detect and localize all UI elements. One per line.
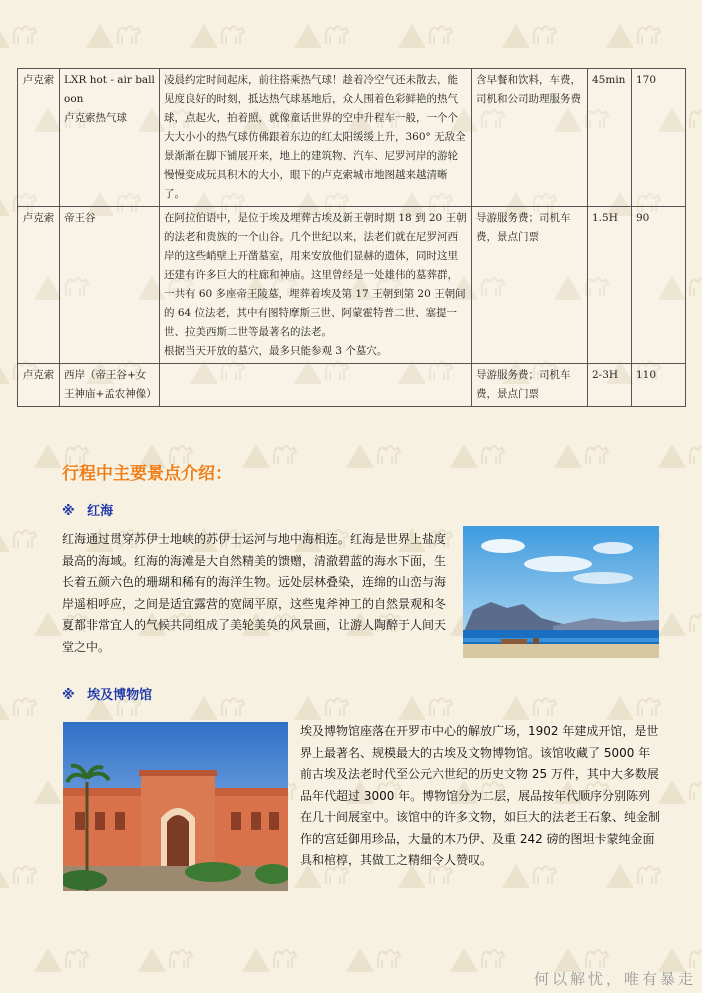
table-row [18, 69, 686, 207]
duration-cell: 1.5H [588, 207, 632, 364]
city-cell: 卢克索 [18, 207, 60, 364]
camel-pyramid-icon [0, 850, 40, 890]
footer-slogan: 何以解忧，唯有暴走 [533, 970, 696, 988]
camel-pyramid-icon [656, 598, 702, 638]
description-cell: 在阿拉伯语中，是位于埃及埋葬古埃及新王朝时期 18 到 20 王朝的法老和贵族的一个山谷。几个世纪以来，法老们就在尼罗河西岸的这些峭壁上开凿墓室，用来安放他们显赫的遗体，同时这里还建有许多巨大的柱廊和神庙。这里曾经是一处雄伟的墓葬群，一共有 60 多座帝王陵墓，埋葬着埃及第 17 王朝到第 20 王朝间的 64 位法老，其中有图特摩斯三世、阿蒙霍特普二世、塞提一世、拉美西斯二世等最著名的法老。 根据当天开放的墓穴，最多只能参观 3 个墓穴。 [160, 207, 472, 364]
attraction-heading-museum [62, 684, 152, 703]
camel-pyramid-icon [344, 430, 404, 470]
camel-pyramid-icon [500, 682, 560, 722]
reference-mark-icon: ※ [62, 504, 75, 519]
camel-pyramid-icon [0, 514, 40, 554]
includes-cell: 导游服务费；司机车费，景点门票 [472, 207, 588, 364]
attraction-title: 红海 [87, 504, 114, 519]
museum-description: 埃及博物馆座落在开罗市中心的解放广场，1902 年建成开馆，是世界上最著名、规模最大的古埃及文物博物馆。该馆收藏了 5000 年前古埃及法老时代至公元六世纪的历史文物 25 万件，其中大多数展品年代超过 3000 年。博物馆分为二层，展品按年代顺序分别陈列在几十间展室中。该馆中的许多文物，如巨大的法老王石象、纯金制作的宫廷御用珍品，大量的木乃伊、及重 242 磅的图坦卡蒙纯金面具和棺椁，其做工之精细令人赞叹。 [300, 724, 661, 867]
camel-pyramid-icon [240, 430, 300, 470]
camel-pyramid-icon [0, 10, 40, 50]
camel-pyramid-icon [448, 430, 508, 470]
camel-pyramid-icon [396, 682, 456, 722]
price-cell: 90 [632, 207, 686, 364]
attraction-title: 埃及博物馆 [87, 688, 153, 703]
duration-cell: 2-3H [588, 364, 632, 407]
camel-pyramid-icon [240, 934, 300, 974]
reference-mark-icon: ※ [62, 688, 75, 703]
camel-pyramid-icon [344, 934, 404, 974]
spot-cell: 西岸（帝王谷+女王神庙+孟农神像） [60, 364, 160, 407]
camel-pyramid-icon [500, 10, 560, 50]
camel-pyramid-icon [656, 430, 702, 470]
camel-pyramid-icon [84, 10, 144, 50]
red-sea-photo [463, 526, 659, 658]
camel-pyramid-icon [604, 682, 664, 722]
camel-pyramid-icon [604, 10, 664, 50]
spot-cell: 帝王谷 [60, 207, 160, 364]
camel-pyramid-icon [0, 682, 40, 722]
camel-pyramid-icon [188, 682, 248, 722]
includes-cell: 导游服务费；司机车费，景点门票 [472, 364, 588, 407]
camel-pyramid-icon [292, 682, 352, 722]
spot-cell: LXR hot - air balloon 卢克索热气球 [60, 69, 160, 207]
city-cell: 卢克索 [18, 364, 60, 407]
duration-cell: 45min [588, 69, 632, 207]
camel-pyramid-icon [448, 934, 508, 974]
camel-pyramid-icon [188, 10, 248, 50]
camel-pyramid-icon [396, 10, 456, 50]
camel-pyramid-icon [32, 934, 92, 974]
attraction-heading-red-sea [62, 500, 113, 519]
red-sea-description: 红海通过贯穿苏伊士地峡的苏伊士运河与地中海相连。红海是世界上盐度最高的海域。红海的海滩是大自然精美的馈赠，清澈碧蓝的海水下面，生长着五颜六色的珊瑚和稀有的海洋生物。远处层林叠染，连绵的山峦与海岸遥相呼应，之间是适宜露营的宽阔平原，这些鬼斧神工的自然景观和冬夏都非常宜人的气候共同组成了美轮美奂的风景画，让游人陶醉于人间天堂之中。 [62, 532, 447, 654]
table-row [18, 207, 686, 364]
camel-pyramid-icon [136, 934, 196, 974]
camel-pyramid-icon [292, 10, 352, 50]
camel-pyramid-icon [552, 430, 612, 470]
price-cell: 110 [632, 364, 686, 407]
city-cell: 卢克索 [18, 69, 60, 207]
section-title: 行程中主要景点介绍： [62, 464, 232, 484]
itinerary-table [17, 68, 686, 407]
description-cell [160, 364, 472, 407]
price-cell: 170 [632, 69, 686, 207]
camel-pyramid-icon [656, 766, 702, 806]
description-cell: 凌晨约定时间起床，前往搭乘热气球！趁着冷空气还未散去，能见度良好的时刻，抵达热气球基地后，众人围着色彩鲜艳的热气球，点起火，拍着照，就像童话世界的空中升程车一般，一个个大大小小的热气球仿佛跟着东边的红太阳缓缓上升，360° 无敌全景渐渐在脚下铺展开来，地上的建筑物、汽车、尼罗河岸的游轮慢慢变成玩具积木的大小，眼下的卢克索城市地图越来越清晰了。 [160, 69, 472, 207]
egyptian-museum-photo [63, 722, 288, 891]
table-row [18, 364, 686, 407]
includes-cell: 含早餐和饮料，车费，司机和公司助理服务费 [472, 69, 588, 207]
